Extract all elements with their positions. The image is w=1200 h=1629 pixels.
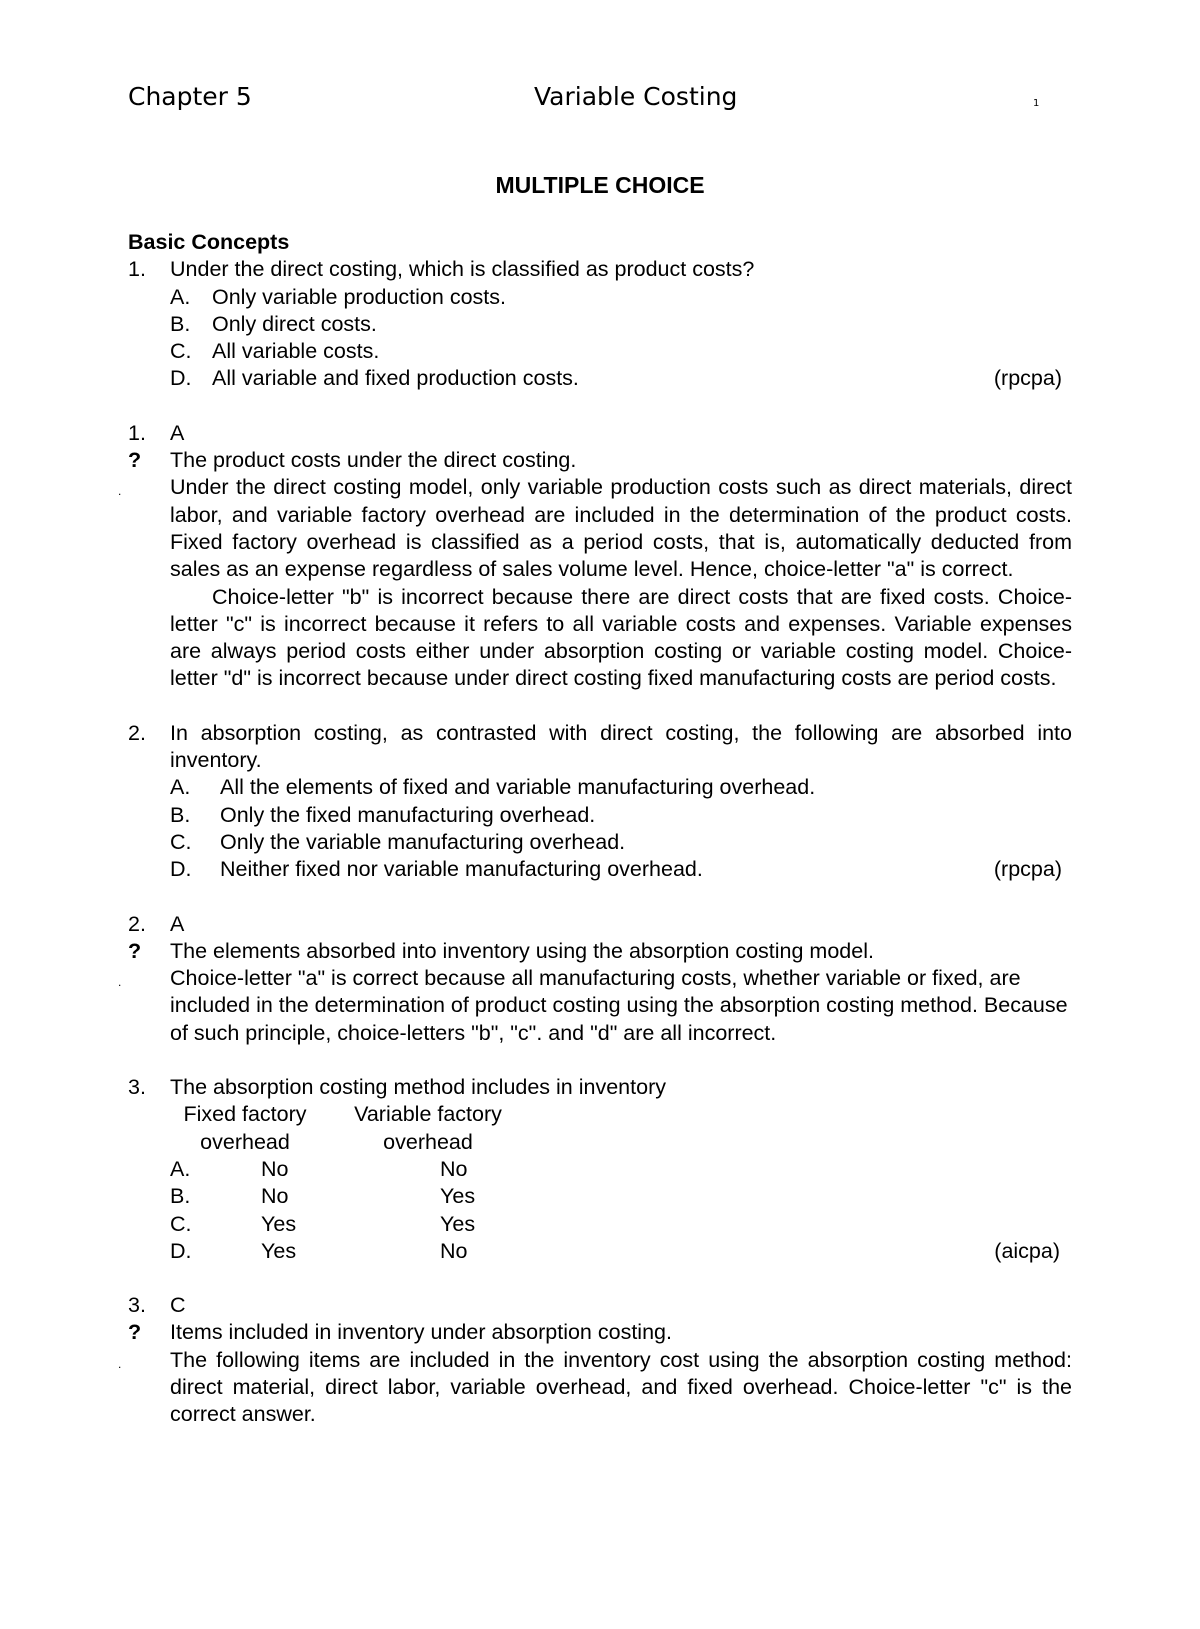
answer-marker: ? xyxy=(128,1320,142,1345)
option-text: All the elements of fixed and variable manufacturing overhead. xyxy=(220,775,816,800)
question-text: In absorption costing, as contrasted with direct costing, the following are absorbed into inventory. xyxy=(170,720,1072,773)
bullet-dot: . xyxy=(118,1356,122,1371)
header-line: Variable factory xyxy=(354,1102,502,1127)
option-a xyxy=(128,774,1072,801)
section-heading: Basic Concepts xyxy=(128,230,290,254)
question-3 xyxy=(128,1074,1072,1101)
answer-marker: ? xyxy=(128,938,142,963)
option-letter: B. xyxy=(170,311,191,336)
question-source: (rpcpa) xyxy=(993,857,1062,882)
explanation-paragraph: Choice-letter "a" is correct because all manufacturing costs, whether variable or fixed, are included in the determination of product costing using the absorption costing method. Because of such principle, choice-letters "b", "c". and "d" are all incorrect. xyxy=(170,966,1068,1045)
cell-variable: Yes xyxy=(440,1211,476,1236)
answer-1 xyxy=(128,420,1072,447)
answer-number: 3. xyxy=(128,1293,146,1318)
question-text: The absorption costing method includes in inventory xyxy=(170,1075,666,1100)
option-letter: B. xyxy=(170,1184,191,1209)
table-header xyxy=(128,1101,1072,1156)
page-title: MULTIPLE CHOICE xyxy=(495,172,705,198)
cell-variable: No xyxy=(440,1238,468,1263)
explanation-paragraph xyxy=(128,584,1072,693)
explanation-paragraph: The following items are included in the inventory cost using the absorption costing method: direct material, direct labor, variable overhead, and fixed overhead. Choice-letter "c" is the correct answer. xyxy=(170,1347,1072,1427)
option-letter: A. xyxy=(170,1156,191,1181)
answer-letter: C xyxy=(170,1293,186,1318)
answer-topic-row xyxy=(128,447,1072,474)
question-number: 2. xyxy=(128,720,146,745)
answer-letter: A xyxy=(170,420,185,445)
option-letter: A. xyxy=(170,284,191,309)
option-c xyxy=(128,338,1072,365)
option-letter: C. xyxy=(170,829,192,854)
option-letter: C. xyxy=(170,1211,192,1236)
question-source: (aicpa) xyxy=(994,1238,1060,1263)
option-text: Neither fixed nor variable manufacturing overhead. xyxy=(220,857,703,882)
explanation-block xyxy=(118,965,1072,1047)
chapter-label: Chapter 5 xyxy=(128,82,252,111)
question-1 xyxy=(128,256,1072,283)
document-body xyxy=(118,229,1072,1429)
question-number: 1. xyxy=(128,257,146,282)
option-text: All variable and fixed production costs. xyxy=(212,366,579,391)
table-row xyxy=(128,1211,1072,1238)
option-text: Only variable production costs. xyxy=(212,284,506,309)
answer-topic-row xyxy=(128,938,1072,965)
answer-letter: A xyxy=(170,911,185,936)
explanation-block xyxy=(118,1347,1072,1429)
option-text: Only the variable manufacturing overhead. xyxy=(220,829,626,854)
chapter-topic: Variable Costing xyxy=(534,82,738,111)
answer-topic: The elements absorbed into inventory using the absorption costing model. xyxy=(170,938,874,963)
bullet-dot: . xyxy=(118,484,122,499)
column-header-fixed xyxy=(170,1101,320,1156)
table-row xyxy=(128,1156,1072,1183)
option-text: All variable costs. xyxy=(212,339,380,364)
answer-number: 2. xyxy=(128,911,146,936)
explanation-text: Choice-letter "b" is incorrect because there are direct costs that are fixed costs. Choice-letter "c" is incorrect because it refers to all variable costs and expenses. Variable expenses are always period costs either under absorption costing or variable costing model. Choice-letter "d" is incorrect because under direct costing fixed manufacturing costs are period costs. xyxy=(170,584,1072,691)
table-row xyxy=(128,1238,1072,1265)
cell-variable: No xyxy=(440,1156,468,1181)
column-header-variable xyxy=(338,1101,518,1156)
header-line: overhead xyxy=(200,1129,290,1154)
option-letter: D. xyxy=(170,1238,192,1263)
cell-fixed: No xyxy=(261,1184,289,1209)
option-letter: C. xyxy=(170,339,192,364)
table-row xyxy=(128,1183,1072,1210)
answer-3 xyxy=(128,1292,1072,1319)
answer-topic-row xyxy=(128,1319,1072,1346)
option-letter: B. xyxy=(170,802,191,827)
cell-variable: Yes xyxy=(440,1184,476,1209)
bullet-dot: . xyxy=(118,975,122,990)
answer-topic: The product costs under the direct costing. xyxy=(170,448,577,473)
cell-fixed: No xyxy=(261,1156,289,1181)
option-b xyxy=(128,311,1072,338)
option-letter: D. xyxy=(170,366,192,391)
answer-marker: ? xyxy=(128,448,142,473)
option-b xyxy=(128,802,1072,829)
option-letter: D. xyxy=(170,857,192,882)
option-text: Only the fixed manufacturing overhead. xyxy=(220,802,596,827)
page-mark: 1 xyxy=(1033,98,1040,109)
option-text: Only direct costs. xyxy=(212,311,377,336)
explanation-paragraph: Under the direct costing model, only variable production costs such as direct materials, direct labor, and variable factory overhead are included in the determination of the product costs. Fixed factory overhead is classified as a period costs, that is, automatically deducted from sales as an expense regardless of sales volume level. Hence, choice-letter "a" is correct. xyxy=(170,475,1072,582)
question-source: (rpcpa) xyxy=(993,366,1062,391)
explanation-block xyxy=(118,474,1072,692)
option-letter: A. xyxy=(170,775,191,800)
option-a xyxy=(128,284,1072,311)
answer-number: 1. xyxy=(128,420,146,445)
cell-fixed: Yes xyxy=(261,1238,297,1263)
option-d xyxy=(128,856,1072,883)
answer-2 xyxy=(128,911,1072,938)
question-number: 3. xyxy=(128,1075,146,1100)
question-2 xyxy=(128,720,1072,775)
header-line: Fixed factory xyxy=(183,1102,307,1127)
option-d xyxy=(128,365,1072,392)
cell-fixed: Yes xyxy=(261,1211,297,1236)
question-text: Under the direct costing, which is classified as product costs? xyxy=(170,257,755,282)
header-line: overhead xyxy=(383,1129,473,1154)
option-c xyxy=(128,829,1072,856)
answer-topic: Items included in inventory under absorption costing. xyxy=(170,1320,672,1345)
